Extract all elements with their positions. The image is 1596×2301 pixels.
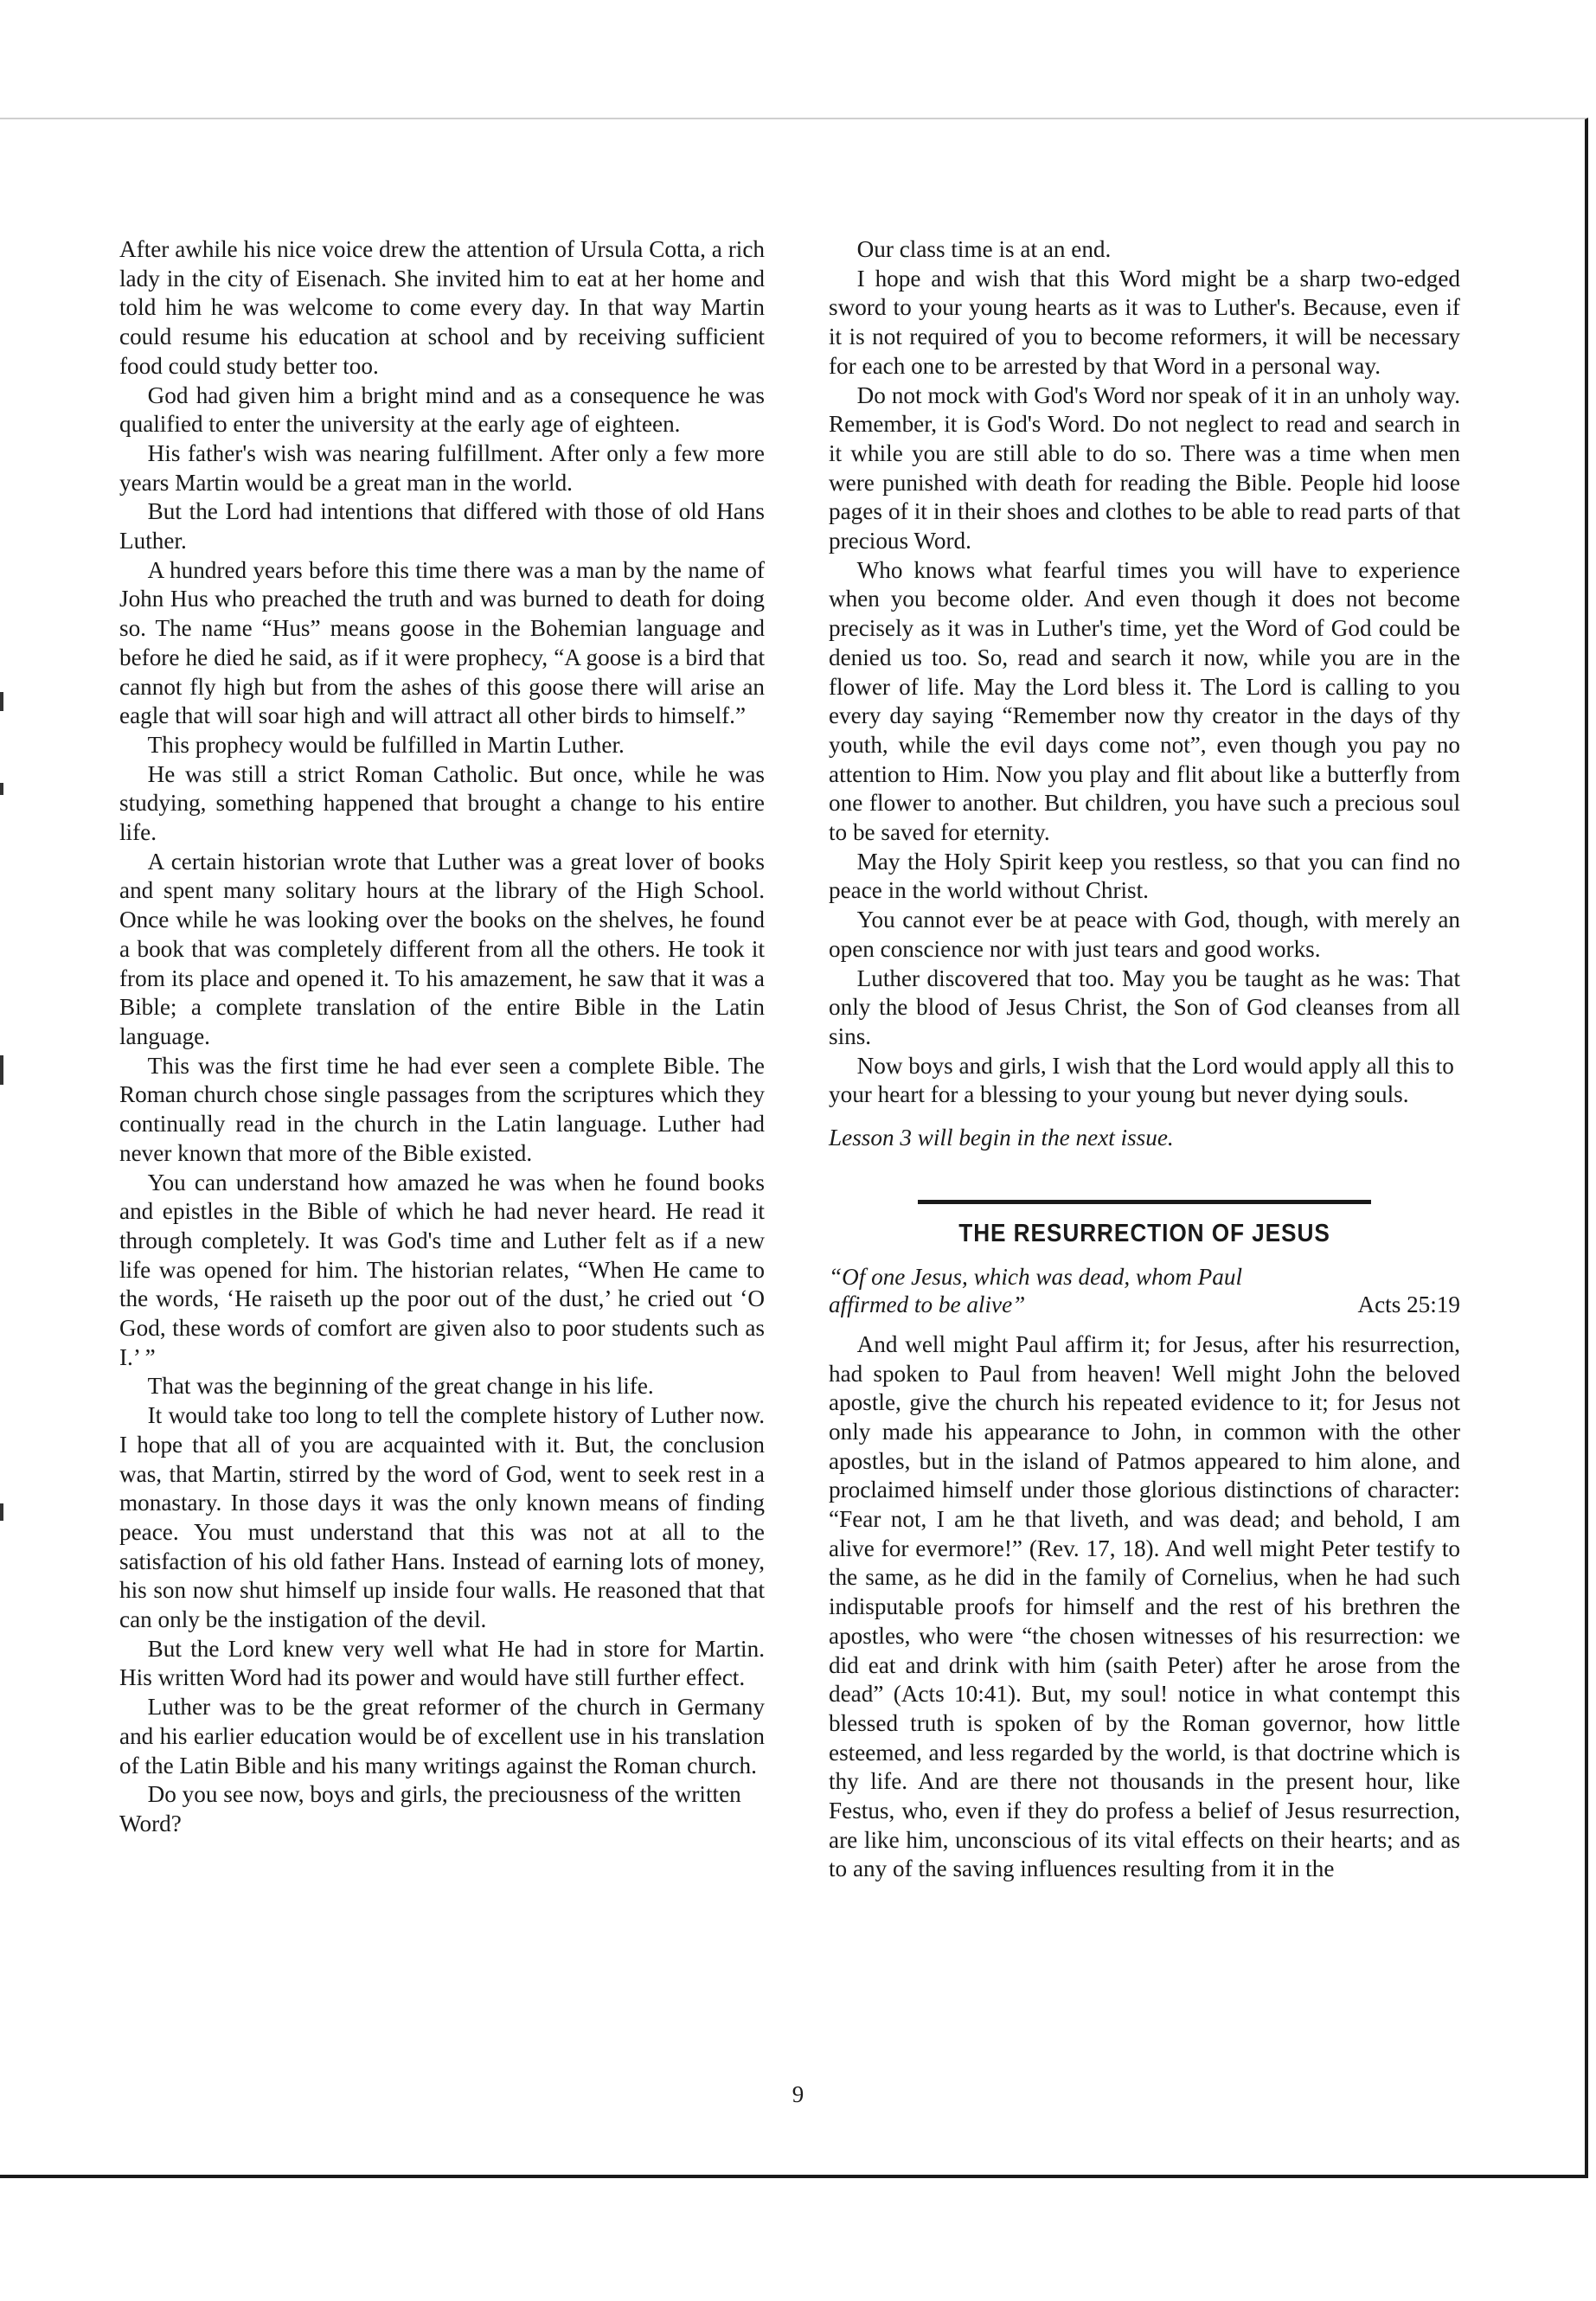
paragraph: Do not mock with God's Word nor speak of it in an unholy way. Remember, it is God's Word. Do not neglect to read and search in it while you are still able to do so. There was a time when men were punished with death for reading the Bible. People hid loose pages of it in their shoes and clothes to be able to read parts of that precious Word. xyxy=(829,381,1460,554)
paragraph: You can understand how amazed he was when he found books and epistles in the Bible of which he had never heard. He read it through completely. It was God's time and Luther felt as if a new life was opened for him. The historian relates, “When He came to the words, ‘He raiseth up the poor out of the dust,’ he cried out ‘O God, these words of comfort are given also to poor students such as I.’ ” xyxy=(119,1169,765,1370)
paragraph: Now boys and girls, I wish that the Lord would apply all this to your heart for a blessing to your young but never dying souls. xyxy=(829,1052,1454,1108)
section-divider xyxy=(829,1200,1460,1204)
paragraph: Do you see now, boys and girls, the preciousness of the written Word? xyxy=(119,1781,741,1836)
paragraph: May the Holy Spirit keep you restless, so that you can find no peace in the world without Christ. xyxy=(829,848,1460,904)
epigraph xyxy=(829,1263,1460,1318)
paragraph: Our class time is at an end. xyxy=(856,236,1112,262)
paragraph: This prophecy would be fulfilled in Martin Luther. xyxy=(147,731,625,758)
divider-rule xyxy=(918,1200,1371,1204)
binding-mark xyxy=(0,1503,3,1521)
binding-mark xyxy=(0,783,3,795)
paragraph: But the Lord knew very well what He had in store for Martin. His written Word had its power and would have still further effect. xyxy=(119,1635,765,1691)
paragraph: A hundred years before this time there was a man by the name of John Hus who preached the truth and was burned to death for doing so. The name “Hus” means goose in the Bohemian language and before he died he said, as if it were prophecy, “A goose is a bird that cannot fly high but from the ashes of this goose there will arise an eagle that will soar high and will attract all other birds to himself.” xyxy=(119,556,765,729)
paragraph: God had given him a bright mind and as a consequence he was qualified to enter the university at the early age of eighteen. xyxy=(119,381,765,438)
paragraph: I hope and wish that this Word might be a sharp two-edged sword to your young hearts as it was to Luther's. Because, even if it is not required of you to become reformers, it will be necessary for each one to be arrested by that Word in a personal way. xyxy=(829,265,1460,379)
right-column xyxy=(829,235,1460,1884)
paragraph: A certain historian wrote that Luther was a great lover of books and spent many solitary hours at the library of the High School. Once while he was looking over the books on the shelves, he found a book that was completely different from all the others. He took it from its place and opened it. To his amazement, he saw that it was a Bible; a complete translation of the entire Bible in the Latin language. xyxy=(119,848,765,1049)
epigraph-quote: “Of one Jesus, which was dead, whom Paul affirmed to be alive” xyxy=(829,1263,1243,1317)
paragraph: This was the first time he had ever seen a complete Bible. The Roman church chose single passages from the scriptures which they continually read in the church in the Latin language. Luther had never known that more of the Bible existed. xyxy=(119,1052,765,1166)
paragraph: You cannot ever be at peace with God, though, with merely an open conscience nor with just tears and good works. xyxy=(829,907,1460,962)
paragraph: Luther was to be the great reformer of the church in Germany and his earlier education would be of excellent use in his translation of the Latin Bible and his many writings against the Roman church. xyxy=(119,1694,765,1779)
paragraph: That was the beginning of the great change in his life. xyxy=(147,1373,654,1400)
left-column xyxy=(119,235,765,1839)
article-title: THE RESURRECTION OF JESUS xyxy=(958,1219,1330,1247)
paragraph: He was still a strict Roman Catholic. But once, while he was studying, something happened that brought a change to his entire life. xyxy=(119,760,765,846)
paragraph: But the Lord had intentions that differed with those of old Hans Luther. xyxy=(119,498,765,554)
paragraph: Luther discovered that too. May you be taught as he was: That only the blood of Jesus Christ, the Son of God cleanses from all sins. xyxy=(829,965,1460,1049)
binding-mark xyxy=(0,1055,3,1085)
lesson-note: Lesson 3 will begin in the next issue. xyxy=(829,1125,1174,1151)
paragraph: Who knows what fearful times you will have to experience when you become older. And even though it does not become precisely as it was in Luther's time, yet the Word of God could be denied us too. So, read and search it now, while you are in the flower of life. May the Lord bless it. The Lord is calling to you every day saying “Remember now thy creator in the days of thy youth, while the evil days come not”, even though you pay no attention to Him. Now you play and flit about like a butterfly from one flower to another. But children, you have such a precious soul to be saved for eternity. xyxy=(829,556,1460,846)
binding-mark xyxy=(0,692,3,711)
epigraph-reference: Acts 25:19 xyxy=(1357,1291,1460,1317)
paragraph: It would take too long to tell the complete history of Luther now. I hope that all of you are acquainted with it. But, the conclusion was, that Martin, stirred by the word of God, went to seek rest in a monastary. In those days it was the only known means of finding peace. You must understand that this was not at all to the satisfaction of his old father Hans. Instead of earning lots of money, his son now shut himself up inside four walls. He reasoned that that can only be the instigation of the devil. xyxy=(119,1402,765,1633)
article-body: And well might Paul affirm it; for Jesus, after his resurrection, had spoken to Paul from heaven! Well might John the beloved apostle, give the church his repeated evidence to it; for Jesus not only made his appearance to John, in common with the other apostles, but in the island of Patmos appeared to him alone, and proclaimed himself under those glorious distinctions of character: “Fear not, I am he that liveth, and was dead; and behold, I am alive for evermore!” (Rev. 17, 18). And well might Peter testify to the same, as he did in the family of Cornelius, when he had such indisputable proofs for himself and the rest of his brethren the apostles, who were “the chosen witnesses of his resurrection: we did eat and drink with him (saith Peter) after he arose from the dead” (Acts 10:41). But, my soul! notice in what contempt this blessed truth is spoken of by the Roman governor, how little esteemed, and less regarded by the world, is that doctrine which is thy life. And are there not thousands in the present hour, like Festus, who, even if they do profess a belief of Jesus resurrection, are like him, unconscious of its vital effects on their hearts; and as to any of the saving influences resulting from it in the xyxy=(829,1330,1460,1882)
paragraph: His father's wish was nearing fulfillment. After only a few more years Martin would be a great man in the world. xyxy=(119,439,765,496)
page-number: 9 xyxy=(792,2081,804,2107)
paragraph: After awhile his nice voice drew the attention of Ursula Cotta, a rich lady in the city of Eisenach. She invited him to eat at her home and told him he was welcome to come every day. In that way Martin could resume his education at school and by receiving sufficient food could study better too. xyxy=(119,236,765,379)
